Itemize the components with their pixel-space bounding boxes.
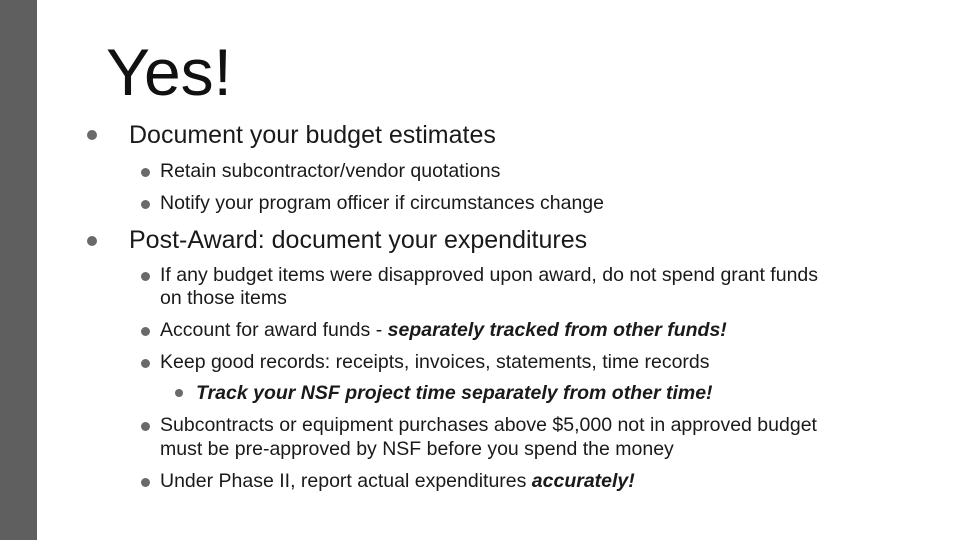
bullet-notify-officer: Notify your program officer if circumstances change [160, 192, 604, 214]
bullet-icon [141, 422, 150, 431]
bullet-icon [141, 359, 150, 368]
bullet-icon [175, 389, 183, 397]
bullet-track-nsf-time: Track your NSF project time separately from other time! [196, 382, 713, 404]
bullet-keep-records: Keep good records: receipts, invoices, statements, time records [160, 351, 710, 373]
bullet-retain-quotations: Retain subcontractor/vendor quotations [160, 160, 501, 182]
bullet-icon [141, 272, 150, 281]
bullet-icon [141, 478, 150, 487]
account-funds-text: Account for award funds - [160, 319, 388, 341]
account-funds-emphasis: separately tracked from other funds! [387, 319, 727, 341]
bullet-icon [141, 200, 150, 209]
bullet-icon [87, 236, 97, 246]
bullet-post-award: Post-Award: document your expenditures [129, 226, 588, 254]
bullet-phase-two [160, 470, 635, 493]
bullet-icon [141, 168, 150, 177]
left-accent-bar [0, 0, 37, 540]
bullet-icon [87, 130, 97, 140]
bullet-icon [141, 327, 150, 336]
bullet-account-funds [160, 319, 727, 342]
bullet-document-budget: Document your budget estimates [129, 121, 496, 149]
bullet-disapproved-items-line2: on those items [160, 287, 287, 309]
bullet-subcontracts-line2: must be pre-approved by NSF before you spend the money [160, 438, 674, 460]
phase-two-text: Under Phase II, report actual expenditures [160, 470, 532, 492]
slide-title: Yes! [106, 35, 233, 109]
bullet-disapproved-items-line1: If any budget items were disapproved upon award, do not spend grant funds [160, 264, 819, 286]
phase-two-emphasis: accurately! [531, 470, 635, 492]
bullet-subcontracts-line1: Subcontracts or equipment purchases above $5,000 not in approved budget [160, 414, 817, 436]
